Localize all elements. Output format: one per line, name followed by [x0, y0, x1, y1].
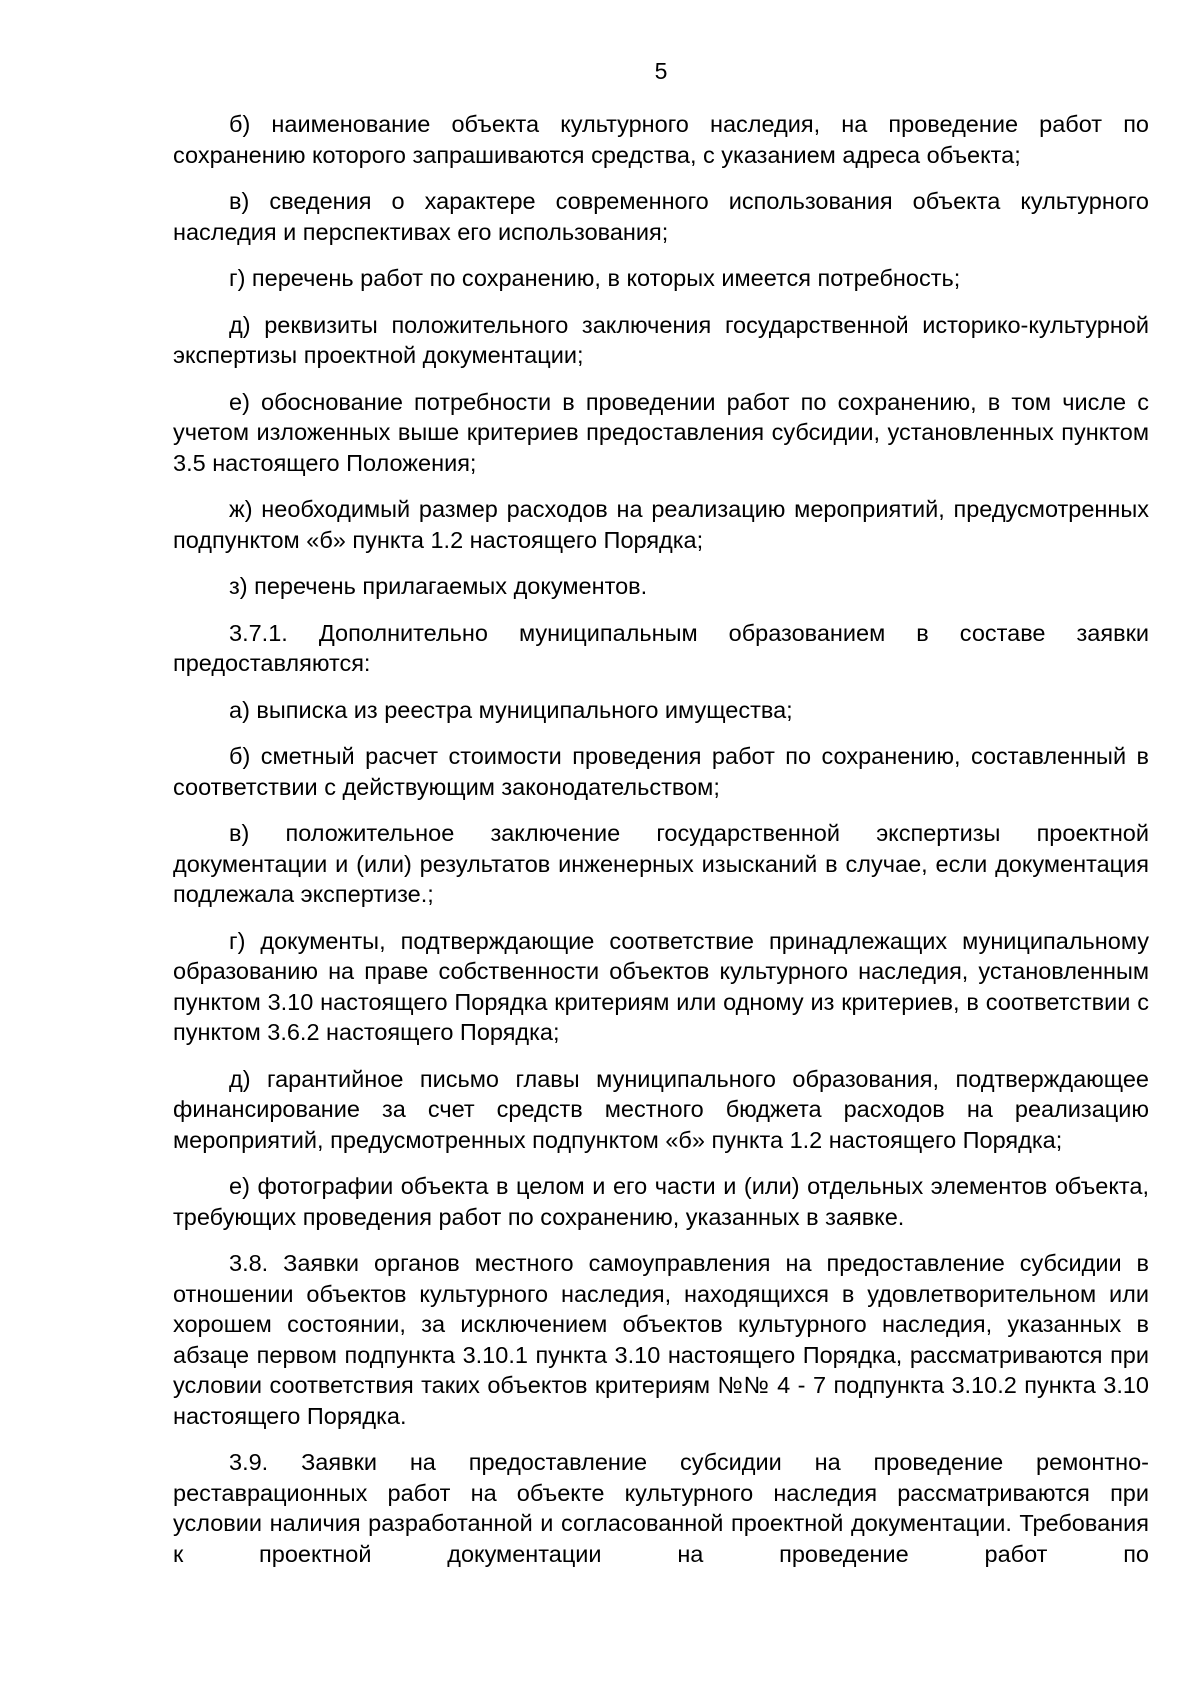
- paragraph-item-g: г) перечень работ по сохранению, в которых имеется потребность;: [229, 265, 961, 291]
- paragraph-item-v: в) сведения о характере современного использования объекта культурного наследия и перспективах его использования;: [173, 188, 1149, 245]
- paragraph-subitem-e: е) фотографии объекта в целом и его части и (или) отдельных элементов объекта, требующих проведения работ по сохранению, указанных в заявке.: [173, 1173, 1149, 1230]
- paragraph-item-zh: ж) необходимый размер расходов на реализацию мероприятий, предусмотренных подпунктом «б» пункта 1.2 настоящего Порядка;: [173, 496, 1149, 553]
- paragraph-item-e: е) обоснование потребности в проведении работ по сохранению, в том числе с учетом изложенных выше критериев предоставления субсидии, установленных пунктом 3.5 настоящего Положения;: [173, 388, 1149, 476]
- paragraph-3-8: 3.8. Заявки органов местного самоуправления на предоставление субсидии в отношении объектов культурного наследия, находящихся в удовлетворительном или хорошем состоянии, за исключением объектов культурного наследия, указанных в абзаце первом подпункта 3.10.1 пункта 3.10 настоящего Порядка, рассматриваются при условии соответствия таких объектов критериям №№ 4 - 7 подпункта 3.10.2 пункта 3.10 настоящего Порядка.: [173, 1250, 1149, 1429]
- page-number: 5: [654, 58, 668, 84]
- paragraph-subitem-g: г) документы, подтверждающие соответствие принадлежащих муниципальному образованию на праве собственности объектов культурного наследия, установленным пунктом 3.10 настоящего Порядка критериям или одному из критериев, в соответствии с пунктом 3.6.2 настоящего Порядка;: [173, 927, 1149, 1045]
- document-body: [173, 109, 1149, 1569]
- paragraph-subitem-v: в) положительное заключение государственной экспертизы проектной документации и (или) результатов инженерных изысканий в случае, если документация подлежала экспертизе.;: [173, 820, 1149, 907]
- paragraph-3-9: 3.9. Заявки на предоставление субсидии на проведение ремонтно-реставрационных работ на объекте культурного наследия рассматриваются при условии наличия разработанной и согласованной проектной документации. Требования к проектной документации на проведение работ по: [173, 1449, 1149, 1567]
- paragraph-item-b: б) наименование объекта культурного наследия, на проведение работ по сохранению которого запрашиваются средства, с указанием адреса объекта;: [173, 111, 1149, 168]
- paragraph-subitem-a: а) выписка из реестра муниципального имущества;: [229, 696, 793, 723]
- paragraph-subitem-d: д) гарантийное письмо главы муниципального образования, подтверждающее финансирование за счет средств местного бюджета расходов на реализацию мероприятий, предусмотренных подпунктом «б» пункта 1.2 настоящего Порядка;: [173, 1065, 1149, 1153]
- paragraph-subitem-b: б) сметный расчет стоимости проведения работ по сохранению, составленный в соответствии с действующим законодательством;: [173, 743, 1149, 800]
- paragraph-item-d: д) реквизиты положительного заключения государственной историко-культурной экспертизы проектной документации;: [173, 311, 1149, 368]
- paragraph-item-z: з) перечень прилагаемых документов.: [229, 573, 648, 599]
- paragraph-3-7-1: 3.7.1. Дополнительно муниципальным образованием в составе заявки предоставляются:: [173, 619, 1149, 676]
